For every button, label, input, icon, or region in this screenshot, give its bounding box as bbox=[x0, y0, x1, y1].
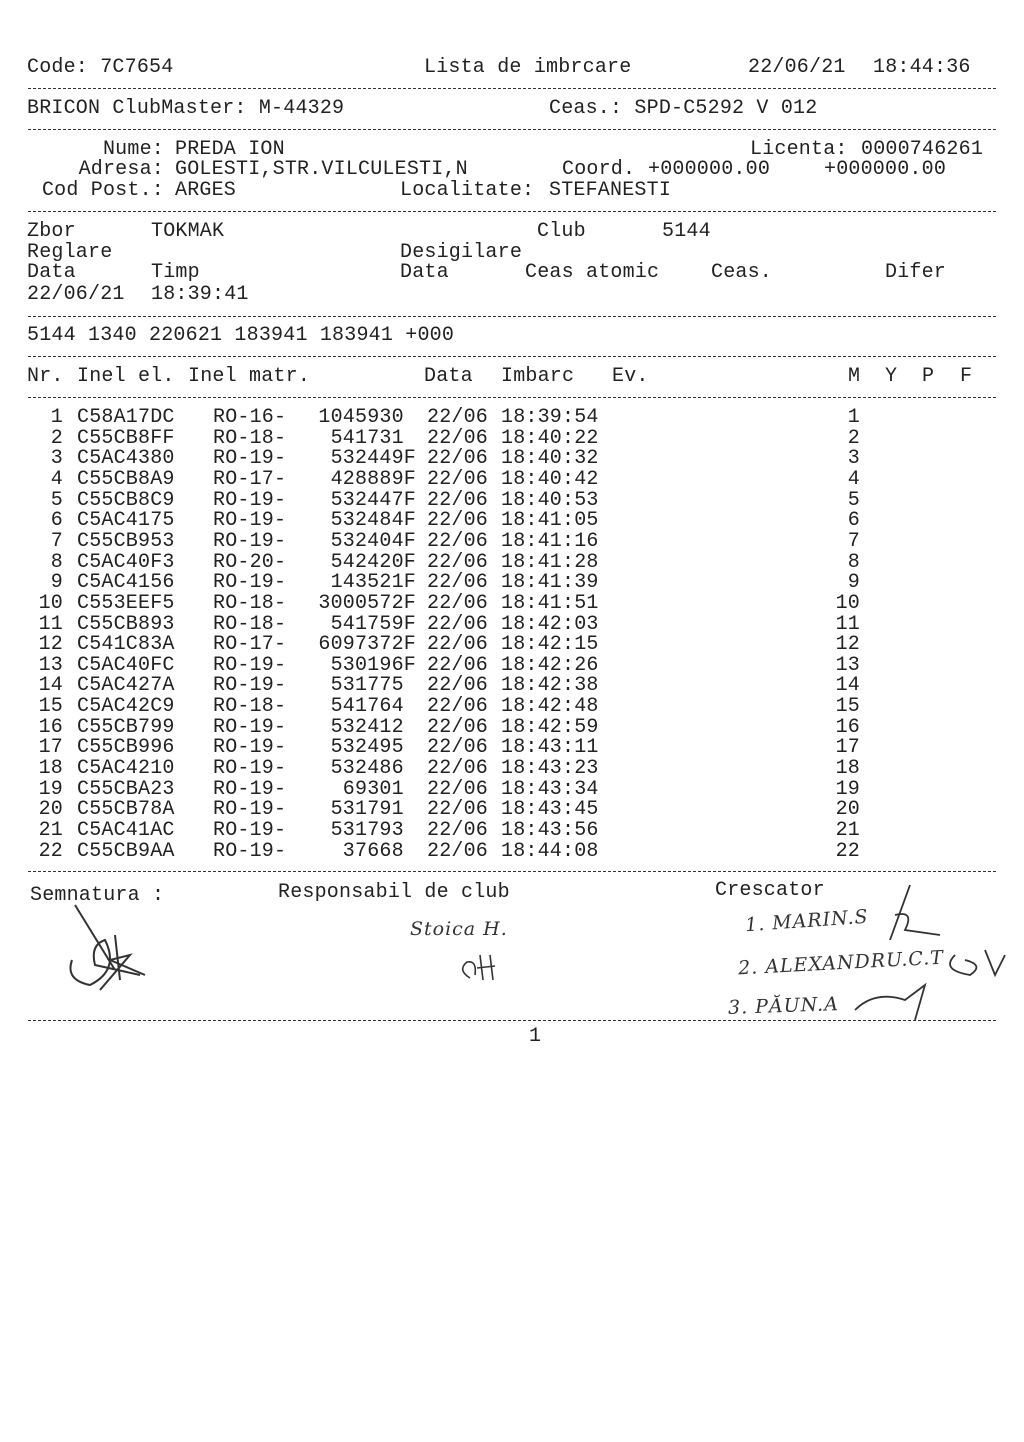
row-nr: 6 bbox=[50, 509, 63, 533]
ring-number: 532486 bbox=[330, 757, 404, 781]
row-nr: 10 bbox=[38, 591, 63, 615]
ring-electronic: C55CB78A bbox=[77, 798, 175, 822]
row-nr: 14 bbox=[38, 674, 63, 698]
ring-prefix: RO-19- bbox=[213, 488, 287, 512]
col-y: Y bbox=[885, 365, 898, 388]
arrival-date: 22/06 bbox=[427, 591, 489, 615]
arrival-date: 22/06 bbox=[427, 406, 489, 429]
ring-electronic: C55CB953 bbox=[77, 529, 175, 553]
difference-label: Difer bbox=[885, 261, 947, 284]
arrival-date: 22/06 bbox=[427, 529, 489, 553]
timp-label: Timp bbox=[151, 261, 200, 284]
clock-id: Ceas.: SPD-C5292 V 012 bbox=[549, 97, 818, 120]
arrival-time: 18:40:53 bbox=[501, 488, 599, 512]
ring-prefix: RO-19- bbox=[213, 819, 287, 842]
ring-electronic: C553EEF5 bbox=[77, 591, 175, 615]
ring-number: 1045930 bbox=[318, 406, 404, 429]
arrival-time: 18:42:15 bbox=[501, 633, 599, 657]
arrival-time: 18:40:22 bbox=[501, 426, 599, 450]
arrival-time: 18:44:08 bbox=[501, 839, 599, 863]
arrival-date: 22/06 bbox=[427, 426, 489, 450]
data-label-2: Data bbox=[400, 261, 449, 284]
rank-m: 8 bbox=[847, 550, 860, 574]
club-responsible-label: Responsabil de club bbox=[278, 881, 510, 904]
rank-m: 12 bbox=[835, 633, 860, 657]
arrival-time: 18:41:16 bbox=[501, 529, 599, 553]
ring-prefix: RO-19- bbox=[213, 447, 287, 471]
divider bbox=[28, 356, 996, 357]
arrival-time: 18:42:38 bbox=[501, 674, 599, 698]
ring-electronic: C5AC41AC bbox=[77, 819, 175, 842]
ring-prefix: RO-18- bbox=[213, 591, 287, 615]
reglare-label: Reglare bbox=[27, 241, 113, 264]
row-nr: 19 bbox=[38, 777, 63, 801]
ring-prefix: RO-19- bbox=[213, 736, 287, 760]
ring-number: 428889F bbox=[330, 467, 416, 491]
arrival-date: 22/06 bbox=[427, 819, 489, 842]
arrival-date: 22/06 bbox=[427, 447, 489, 471]
print-time: 18:44:36 bbox=[873, 56, 971, 79]
ring-electronic: C5AC40FC bbox=[77, 653, 175, 677]
ring-number: 37668 bbox=[342, 839, 404, 863]
ring-electronic: C55CB799 bbox=[77, 715, 175, 739]
rank-m: 11 bbox=[835, 612, 860, 636]
rank-m: 22 bbox=[835, 839, 860, 863]
ring-number: 3000572F bbox=[318, 591, 416, 615]
ring-number: 532484F bbox=[330, 509, 416, 533]
arrival-date: 22/06 bbox=[427, 509, 489, 533]
col-m: M bbox=[848, 365, 861, 388]
arrival-date: 22/06 bbox=[427, 839, 489, 863]
col-data: Data bbox=[424, 365, 473, 388]
ring-electronic: C58A17DC bbox=[77, 406, 175, 429]
row-nr: 21 bbox=[38, 819, 63, 842]
ring-number: 532449F bbox=[330, 447, 416, 471]
row-nr: 13 bbox=[38, 653, 63, 677]
arrival-time: 18:42:03 bbox=[501, 612, 599, 636]
arrival-time: 18:43:56 bbox=[501, 819, 599, 842]
ring-prefix: RO-19- bbox=[213, 509, 287, 533]
arrival-time: 18:42:48 bbox=[501, 695, 599, 719]
divider bbox=[28, 871, 996, 872]
row-nr: 3 bbox=[50, 447, 63, 471]
arrival-date: 22/06 bbox=[427, 467, 489, 491]
coord-label: Coord. bbox=[562, 158, 636, 181]
arrival-date: 22/06 bbox=[427, 715, 489, 739]
row-nr: 22 bbox=[38, 839, 63, 863]
row-nr: 17 bbox=[38, 736, 63, 760]
owner-address: GOLESTI,STR.VILCULESTI,N bbox=[175, 158, 468, 181]
rank-m: 2 bbox=[847, 426, 860, 450]
rank-m: 7 bbox=[847, 529, 860, 553]
ring-prefix: RO-19- bbox=[213, 653, 287, 677]
row-nr: 16 bbox=[38, 715, 63, 739]
document-title: Lista de imbrcare bbox=[424, 56, 632, 79]
ring-prefix: RO-20- bbox=[213, 550, 287, 574]
row-nr: 15 bbox=[38, 695, 63, 719]
arrival-time: 18:43:34 bbox=[501, 777, 599, 801]
arrival-date: 22/06 bbox=[427, 488, 489, 512]
owner-name: PREDA ION bbox=[175, 138, 285, 161]
ring-electronic: C5AC4156 bbox=[77, 571, 175, 595]
ring-number: 143521F bbox=[330, 571, 416, 595]
arrival-date: 22/06 bbox=[427, 550, 489, 574]
row-nr: 4 bbox=[50, 467, 63, 491]
responsible-initials bbox=[455, 950, 505, 985]
ring-electronic: C55CB9AA bbox=[77, 839, 175, 863]
breeder-1: 1. MARIN.S bbox=[744, 905, 870, 937]
arrival-time: 18:42:26 bbox=[501, 653, 599, 677]
print-date: 22/06/21 bbox=[748, 56, 846, 79]
ring-number: 531775 bbox=[330, 674, 404, 698]
ring-prefix: RO-19- bbox=[213, 798, 287, 822]
arrival-time: 18:43:11 bbox=[501, 736, 599, 760]
rank-m: 4 bbox=[847, 467, 860, 491]
arrival-time: 18:40:42 bbox=[501, 467, 599, 491]
rank-m: 3 bbox=[847, 447, 860, 471]
ring-electronic: C5AC40F3 bbox=[77, 550, 175, 574]
row-nr: 12 bbox=[38, 633, 63, 657]
code: Code: 7C7654 bbox=[27, 56, 174, 79]
row-nr: 8 bbox=[50, 550, 63, 574]
desigilare-label: Desigilare bbox=[400, 241, 523, 264]
ring-number: 532404F bbox=[330, 529, 416, 553]
ring-electronic: C5AC4380 bbox=[77, 447, 175, 471]
ring-electronic: C55CB893 bbox=[77, 612, 175, 636]
rank-m: 9 bbox=[847, 571, 860, 595]
club-number: 5144 bbox=[662, 220, 711, 243]
ring-electronic: C5AC427A bbox=[77, 674, 175, 698]
ring-electronic: C541C83A bbox=[77, 633, 175, 657]
rank-m: 20 bbox=[835, 798, 860, 822]
coord-1: +000000.00 bbox=[648, 158, 771, 181]
locality: STEFANESTI bbox=[549, 179, 672, 202]
rank-m: 5 bbox=[847, 488, 860, 512]
ring-prefix: RO-19- bbox=[213, 839, 287, 863]
row-nr: 11 bbox=[38, 612, 63, 636]
ring-number: 531793 bbox=[330, 819, 404, 842]
ring-prefix: RO-19- bbox=[213, 674, 287, 698]
rank-m: 21 bbox=[835, 819, 860, 842]
ring-number: 542420F bbox=[330, 550, 416, 574]
arrival-time: 18:39:54 bbox=[501, 406, 599, 429]
ring-number: 531791 bbox=[330, 798, 404, 822]
name-label: Nume: bbox=[102, 138, 164, 161]
ring-prefix: RO-19- bbox=[213, 777, 287, 801]
arrival-time: 18:41:51 bbox=[501, 591, 599, 615]
arrival-date: 22/06 bbox=[427, 633, 489, 657]
ring-electronic: C55CB8A9 bbox=[77, 467, 175, 491]
ring-prefix: RO-19- bbox=[213, 715, 287, 739]
reglare-date: 22/06/21 bbox=[27, 283, 125, 306]
ring-number: 532495 bbox=[330, 736, 404, 760]
col-inel-matr: Inel matr. bbox=[188, 365, 311, 388]
rank-m: 17 bbox=[835, 736, 860, 760]
arrival-time: 18:41:05 bbox=[501, 509, 599, 533]
license-number: 0000746261 bbox=[861, 138, 984, 161]
flight-label: Zbor bbox=[27, 220, 76, 243]
ring-prefix: RO-18- bbox=[213, 695, 287, 719]
breeder-signatures bbox=[835, 880, 1015, 1020]
row-nr: 18 bbox=[38, 757, 63, 781]
row-nr: 9 bbox=[50, 571, 63, 595]
arrival-date: 22/06 bbox=[427, 653, 489, 677]
ring-number: 6097372F bbox=[318, 633, 416, 657]
license-label: Licenta: bbox=[750, 138, 848, 161]
rank-m: 6 bbox=[847, 509, 860, 533]
rank-m: 13 bbox=[835, 653, 860, 677]
club-label: Club bbox=[537, 220, 586, 243]
ring-prefix: RO-19- bbox=[213, 571, 287, 595]
divider bbox=[28, 129, 996, 130]
divider bbox=[28, 88, 996, 89]
ring-prefix: RO-18- bbox=[213, 426, 287, 450]
breeder-3: 3. PĂUN.A bbox=[727, 993, 840, 1019]
arrival-date: 22/06 bbox=[427, 777, 489, 801]
ring-number: 541731 bbox=[330, 426, 404, 450]
breeder-label: Crescator bbox=[715, 879, 825, 902]
arrival-time: 18:41:28 bbox=[501, 550, 599, 574]
ring-electronic: C5AC4175 bbox=[77, 509, 175, 533]
arrival-date: 22/06 bbox=[427, 674, 489, 698]
ring-number: 532447F bbox=[330, 488, 416, 512]
arrival-date: 22/06 bbox=[427, 757, 489, 781]
ring-number: 69301 bbox=[342, 777, 404, 801]
ring-prefix: RO-19- bbox=[213, 757, 287, 781]
breeder-2: 2. ALEXANDRU.C.T bbox=[737, 946, 945, 980]
arrival-date: 22/06 bbox=[427, 798, 489, 822]
row-nr: 2 bbox=[50, 426, 63, 450]
divider bbox=[28, 397, 996, 398]
clock-label: Ceas. bbox=[711, 261, 773, 284]
divider bbox=[28, 1020, 996, 1021]
rank-m: 15 bbox=[835, 695, 860, 719]
rank-m: 16 bbox=[835, 715, 860, 739]
row-nr: 7 bbox=[50, 529, 63, 553]
ring-electronic: C55CB996 bbox=[77, 736, 175, 760]
ring-number: 532412 bbox=[330, 715, 404, 739]
ring-electronic: C5AC4210 bbox=[77, 757, 175, 781]
col-f: F bbox=[960, 365, 973, 388]
ring-prefix: RO-17- bbox=[213, 633, 287, 657]
rank-m: 14 bbox=[835, 674, 860, 698]
ring-number: 541764 bbox=[330, 695, 404, 719]
page-number: 1 bbox=[529, 1025, 542, 1048]
col-inel-el: Inel el. bbox=[77, 365, 175, 388]
postal-code: ARGES bbox=[175, 179, 237, 202]
ring-electronic: C55CB8C9 bbox=[77, 488, 175, 512]
arrival-date: 22/06 bbox=[427, 695, 489, 719]
arrival-time: 18:40:32 bbox=[501, 447, 599, 471]
signature-label: Semnatura : bbox=[30, 884, 165, 907]
arrival-time: 18:42:59 bbox=[501, 715, 599, 739]
club-master: BRICON ClubMaster: M-44329 bbox=[27, 97, 345, 120]
postal-label: Cod Post.: bbox=[41, 179, 164, 202]
address-label: Adresa: bbox=[78, 158, 164, 181]
ring-number: 541759F bbox=[330, 612, 416, 636]
locality-label: Localitate: bbox=[400, 179, 535, 202]
rank-m: 10 bbox=[835, 591, 860, 615]
divider bbox=[28, 211, 996, 212]
arrival-time: 18:43:45 bbox=[501, 798, 599, 822]
atomic-clock-label: Ceas atomic bbox=[525, 261, 660, 284]
ring-electronic: C5AC42C9 bbox=[77, 695, 175, 719]
arrival-date: 22/06 bbox=[427, 612, 489, 636]
ring-prefix: RO-19- bbox=[213, 529, 287, 553]
summary-line: 5144 1340 220621 183941 183941 +000 bbox=[27, 324, 455, 347]
arrival-date: 22/06 bbox=[427, 571, 489, 595]
row-nr: 1 bbox=[50, 406, 63, 429]
ring-prefix: RO-16- bbox=[213, 406, 287, 429]
ring-electronic: C55CB8FF bbox=[77, 426, 175, 450]
rank-m: 19 bbox=[835, 777, 860, 801]
row-nr: 5 bbox=[50, 488, 63, 512]
ring-number: 530196F bbox=[330, 653, 416, 677]
ring-prefix: RO-17- bbox=[213, 467, 287, 491]
arrival-time: 18:43:23 bbox=[501, 757, 599, 781]
data-label: Data bbox=[27, 261, 76, 284]
arrival-time: 18:41:39 bbox=[501, 571, 599, 595]
signature-scribble bbox=[60, 900, 160, 1000]
flight-name: TOKMAK bbox=[151, 220, 225, 243]
divider bbox=[28, 316, 996, 317]
reglare-time: 18:39:41 bbox=[151, 283, 249, 306]
rank-m: 1 bbox=[847, 406, 860, 429]
col-nr: Nr. bbox=[27, 365, 64, 388]
col-ev: Ev. bbox=[612, 365, 649, 388]
arrival-date: 22/06 bbox=[427, 736, 489, 760]
col-p: P bbox=[922, 365, 935, 388]
responsible-signature: Stoica H. bbox=[410, 918, 508, 940]
rank-m: 18 bbox=[835, 757, 860, 781]
row-nr: 20 bbox=[38, 798, 63, 822]
coord-2: +000000.00 bbox=[824, 158, 947, 181]
ring-prefix: RO-18- bbox=[213, 612, 287, 636]
col-imbarc: Imbarc bbox=[501, 365, 575, 388]
ring-electronic: C55CBA23 bbox=[77, 777, 175, 801]
